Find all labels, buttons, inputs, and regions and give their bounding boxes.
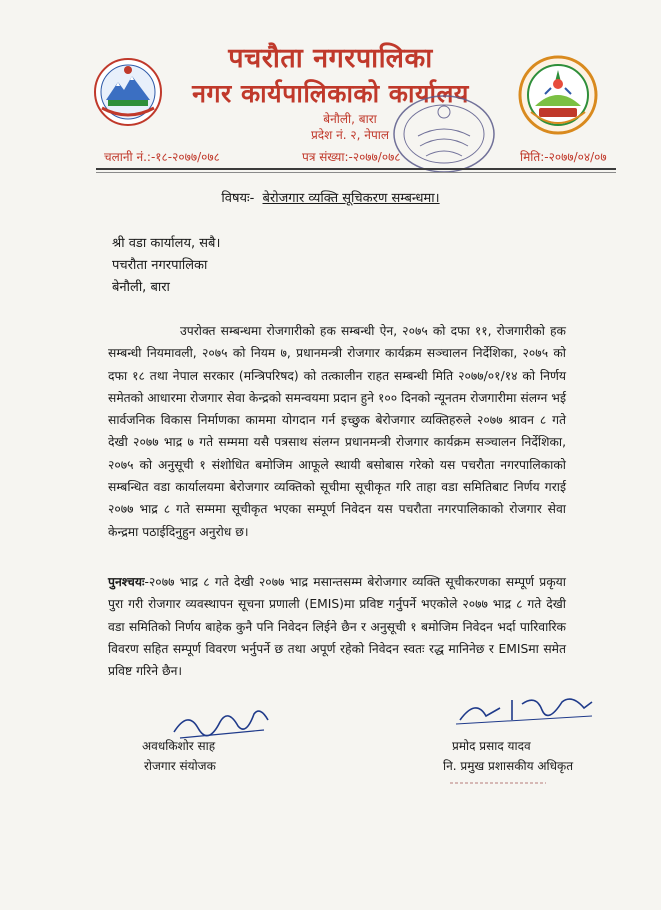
- subject-label: विषयः-: [221, 191, 255, 206]
- header-divider-thin: [96, 172, 616, 173]
- right-signature-scribble: [452, 690, 602, 730]
- location-line-2: प्रदेश नं. २, नेपाल: [310, 128, 390, 142]
- header-divider: [96, 168, 616, 170]
- letter-date: मिति:-२०७७/०४/०७: [520, 150, 607, 164]
- addressee-line-3: बेनौली, बारा: [112, 280, 170, 295]
- postscript-text: -२०७७ भाद्र ८ गते देखी २०७७ भाद्र मसान्तसम्म बेरोजगार व्यक्ति सूचीकरणका सम्पूर्ण प्रकृया पुरा गरी रोजगार व्यवस्थापन सूचना प्रणाली (EMIS)मा प्रविष्ट गर्नुपर्ने भएकोले २०७७ भाद्र ८ गते देखी वडा समितिको निर्णय बाहेक कुनै पनि निवेदन लिईने छैन र अनुसूची १ बमोजिम निवेदन भर्दा पारिवारिक विवरण सहित सम्पूर्ण विवरण भर्नुपर्ने छ तथा अपूर्ण रहेको निवेदन स्वतः रद्ध मानिनेछ र EMISमा समेत प्रविष्ट गरिने छैन।: [108, 575, 566, 679]
- addressee-line-2: पचरौता नगरपालिका: [112, 258, 208, 273]
- subject-text: बेरोजगार व्यक्ति सूचिकरण सम्बन्धमा।: [262, 191, 440, 206]
- left-signature-scribble: [168, 700, 278, 742]
- left-signatory-name: अवधकिशोर साह: [142, 739, 216, 753]
- letter-number: पत्र संख्या:-२०७७/०७८: [302, 150, 401, 164]
- right-signatory-role: नि. प्रमुख प्रशासकीय अधिकृत: [443, 759, 574, 773]
- body-paragraph-1: उपरोक्त सम्बन्धमा रोजगारीको हक सम्बन्धी ऐन, २०७५ को दफा ११, रोजगारीको हक सम्बन्धी नियमावली, २०७५ को नियम ७, प्रधानमन्त्री रोजगार कार्यक्रम सञ्चालन निर्देशिका, २०७५ को दफा १८ तथा नेपाल सरकार (मन्त्रिपरिषद) को तत्कालीन राहत सम्बन्धी मिति २०७७/०१/१४ को निर्णय समेतको आधारमा रोजगार सेवा केन्द्रको समन्वयमा प्रदान हुने १०० दिनको न्यूनतम रोजगारीमा संलग्न भई सार्वजनिक विकास निर्माणका काममा योगदान गर्न इच्छुक बेरोजगार व्यक्तिहरुले २०७७ श्रावन ८ गते देखी २०७७ भाद्र ७ गते सम्ममा यसै पत्रसाथ संलग्न प्रधानमन्त्री रोजगार कार्यक्रम सञ्चालन निर्देशिका, २०७५ को अनुसूची १ संशोधित बमोजिम आफूले स्थायी बसोबास गरेको यस पचरौता नगरपालिकाको सम्बन्धित वडा कार्यालयमा बेरोजगार व्यक्तिको सूचीमा सूचीकृत गरि ताहा वडा समितिबाट निर्णय गराई २०७७ भाद्र ८ गते सम्ममा सूचीकृत भएका सम्पूर्ण निवेदन यस पचरौता नगरपालिकाको रोजगार सेवा केन्द्रमा पठाईदिनुहुन अनुरोध छ।: [108, 324, 566, 539]
- postscript-label: पुनश्चयः: [108, 575, 145, 589]
- org-name: पचरौता नगरपालिका: [228, 43, 433, 74]
- right-signatory-name: प्रमोद प्रसाद यादव: [452, 739, 531, 753]
- subject-line: [0, 188, 661, 206]
- municipality-logo-icon: [517, 54, 599, 136]
- location-line-1: बेनौली, बारा: [323, 112, 377, 126]
- received-stamp-mark: [448, 777, 548, 789]
- dispatch-number: चलानी नं.:-१८-२०७७/०७८: [104, 150, 220, 164]
- body-paragraph-2: [108, 571, 566, 682]
- office-stamp-icon: [388, 92, 498, 178]
- addressee-line-1: श्री वडा कार्यालय, सबै।: [112, 236, 221, 251]
- office-name: नगर कार्यपालिकाको कार्यालय: [192, 79, 469, 108]
- left-signatory-role: रोजगार संयोजक: [144, 759, 216, 773]
